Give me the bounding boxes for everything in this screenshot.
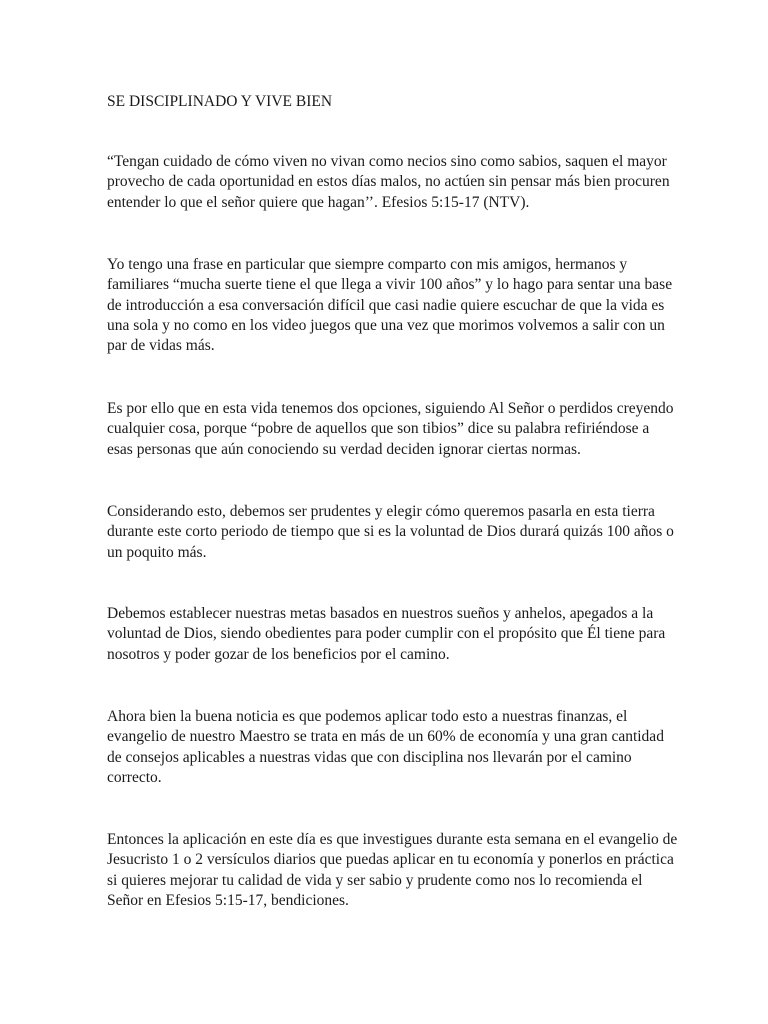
paragraph-line: si quieres mejorar tu calidad de vida y ser sabio y prudente como nos lo recomienda el [107, 871, 643, 889]
paragraph-line: nosotros y poder gozar de los beneficios por el camino. [107, 645, 450, 663]
paragraph-line: par de vidas más. [107, 337, 215, 355]
document-title: SE DISCIPLINADO Y VIVE BIEN [107, 93, 333, 110]
paragraph-1 [107, 152, 687, 213]
paragraph-line: entender lo que el señor quiere que hagan’’. Efesios 5:15-17 (NTV). [107, 193, 530, 211]
paragraph-line: voluntad de Dios, siendo obedientes para poder cumplir con el propósito que Él tiene para [107, 625, 666, 643]
paragraph-3 [107, 399, 687, 460]
paragraph-line: Entonces la aplicación en este día es que investigues durante esta semana en el evangelio de [107, 831, 678, 848]
paragraph-line: “Tengan cuidado de cómo viven no vivan como necios sino como sabios, saquen el mayor [107, 153, 667, 170]
paragraph-line: Señor en Efesios 5:15-17, bendiciones. [107, 891, 349, 909]
paragraph-line: evangelio de nuestro Maestro se trata en más de un 60% de economía y una gran cantidad [107, 728, 664, 746]
paragraph-line: Considerando esto, debemos ser prudentes y elegir cómo queremos pasarla en esta tierra [107, 503, 655, 520]
paragraph-line: provecho de cada oportunidad en estos días malos, no actúen sin pensar más bien procuren [107, 173, 670, 191]
paragraph-4 [107, 502, 687, 563]
paragraph-line: de consejos aplicables a nuestras vidas que con disciplina nos llevarán por el camino [107, 748, 632, 766]
paragraph-line: de introducción a esa conversación difícil que casi nadie quiere escuchar de que la vida es [107, 296, 665, 314]
paragraph-line: durante este corto periodo de tiempo que si es la voluntad de Dios durará quizás 100 años o [107, 523, 674, 541]
paragraph-line: familiares “mucha suerte tiene el que llega a vivir 100 años” y lo hago para sentar una base [107, 276, 673, 294]
paragraph-line: una sola y no como en los video juegos que una vez que morimos volvemos a salir con un [107, 316, 665, 334]
paragraph-2 [107, 255, 687, 356]
paragraph-line: esas personas que aún conociendo su verdad deciden ignorar ciertas normas. [107, 440, 581, 458]
paragraph-line: cualquier cosa, porque “pobre de aquellos que son tibios” dice su palabra refiriéndose a [107, 420, 650, 438]
paragraph-line: Jesucristo 1 o 2 versículos diarios que puedas aplicar en tu economía y ponerlos en práctica [107, 851, 674, 869]
paragraph-line: Ahora bien la buena noticia es que podemos aplicar todo esto a nuestras finanzas, el [107, 708, 628, 725]
paragraph-7 [107, 830, 687, 911]
paragraph-6 [107, 707, 687, 788]
paragraph-line: Es por ello que en esta vida tenemos dos opciones, siguiendo Al Señor o perdidos creyendo [107, 400, 674, 417]
paragraph-line: Debemos establecer nuestras metas basados en nuestros sueños y anhelos, apegados a la [107, 605, 654, 622]
paragraph-line: correcto. [107, 768, 162, 786]
paragraph-line: Yo tengo una frase en particular que siempre comparto con mis amigos, hermanos y [107, 256, 628, 273]
paragraph-5 [107, 604, 687, 665]
paragraph-line: un poquito más. [107, 543, 207, 561]
